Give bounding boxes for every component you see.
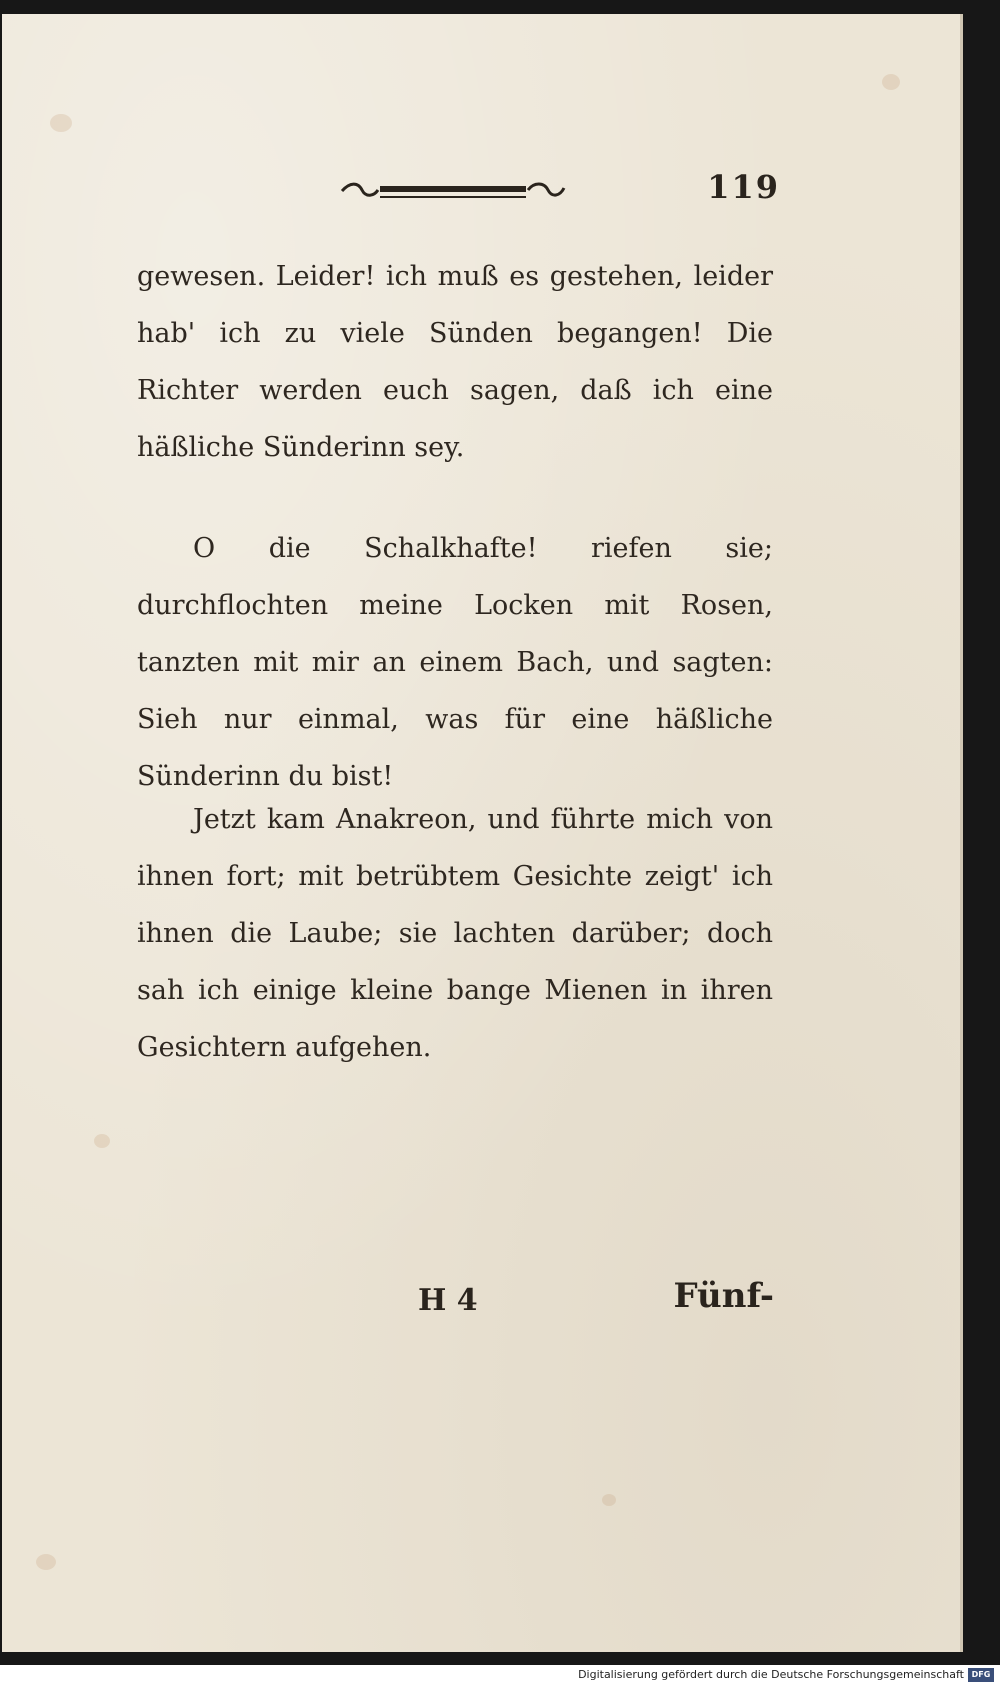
digitization-credit: Digitalisierung gefördert durch die Deutsche Forschungsgemeinschaft bbox=[578, 1668, 964, 1681]
signature-mark: H 4 bbox=[418, 1283, 478, 1318]
catchword: Fünf- bbox=[673, 1276, 774, 1316]
paragraph-1: gewesen. Leider! ich muß es gestehen, leider hab' ich zu viele Sünden begangen! Die Richter werden euch sagen, daß ich eine häßliche Sünderinn sey. bbox=[137, 261, 773, 463]
paragraph-3: Jetzt kam Anakreon, und führte mich von ihnen fort; mit betrübtem Gesichte zeigt' ich ihnen die Laube; sie lachten darüber; doch sah ich einige kleine bange Mienen in ihren Gesichtern aufgehen. bbox=[137, 804, 773, 1063]
foxing-spot bbox=[36, 1554, 56, 1570]
foxing-spot bbox=[50, 114, 72, 132]
paragraph-2: O die Schalkhafte! riefen sie; durchflochten meine Locken mit Rosen, tanzten mit mir an einem Bach, und sagten: Sieh nur einmal, was für eine häßliche Sünderinn du bist! bbox=[137, 533, 773, 792]
header-ornament bbox=[340, 178, 566, 204]
dfg-logo-icon: DFG bbox=[968, 1668, 994, 1682]
page-number: 119 bbox=[707, 168, 780, 206]
foxing-spot bbox=[94, 1134, 110, 1148]
footer-bar bbox=[0, 1665, 1000, 1686]
foxing-spot bbox=[602, 1494, 616, 1506]
foxing-spot bbox=[882, 74, 900, 90]
